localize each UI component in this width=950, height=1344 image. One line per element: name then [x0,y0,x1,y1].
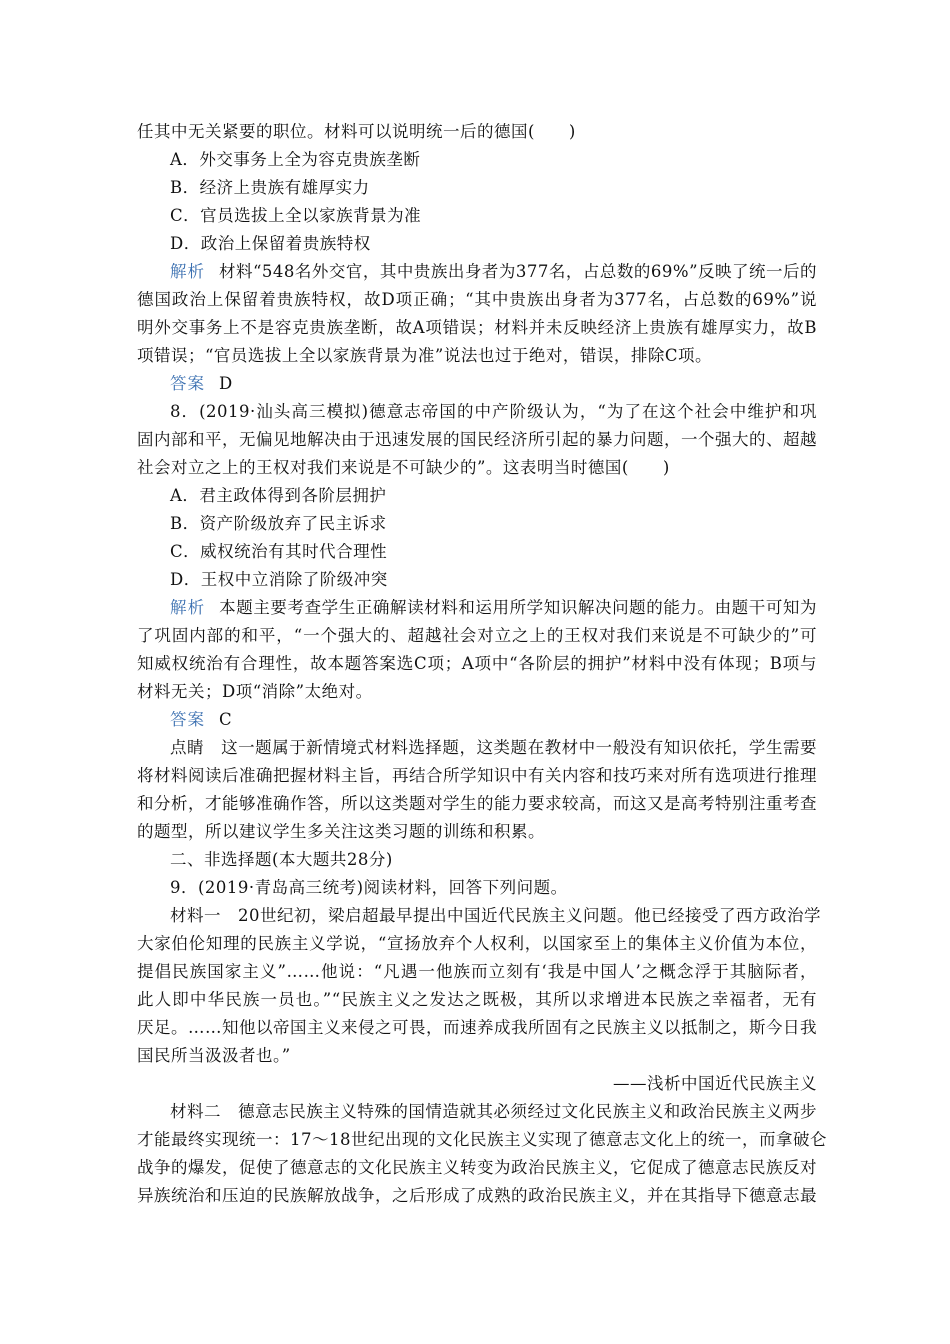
section-title: 二、非选择题(本大题共28分) [170,850,393,869]
q8-analysis-line-3: 知威权统治有合理性，故本题答案选C项；A项中“各阶层的拥护”材料中没有体现；B项与 [137,654,817,673]
material1-line-2: 大家伯伦知理的民族主义学说，“宣扬放弃个人权利，以国家至上的集体主义价值为本位， [137,934,817,953]
q8-tip-line-1: 点睛 这一题属于新情境式材料选择题，这类题在教材中一般没有知识依托，学生需要 [170,738,817,757]
material2-line-3: 战争的爆发，促使了德意志的文化民族主义转变为政治民族主义，它促成了德意志民族反对 [137,1158,817,1177]
q7-analysis-line-4: 项错误；“官员选拔上全以家族背景为准”说法也过于绝对，错误，排除C项。 [137,346,712,365]
q9-stem: 9．(2019·青岛高三统考)阅读材料，回答下列问题。 [170,878,568,897]
material2-line-1: 材料二 德意志民族主义特殊的国情造就其必须经过文化民族主义和政治民族主义两步 [170,1102,817,1121]
q8-analysis-line-4: 材料无关；D项“消除”太绝对。 [137,682,373,701]
material1-line-1: 材料一 20世纪初，梁启超最早提出中国近代民族主义问题。他已经接受了西方政治学 [170,906,821,925]
q7-option-a: A．外交事务上全为容克贵族垄断 [170,150,421,169]
q8-analysis-line-2: 了巩固内部的和平，“一个强大的、超越社会对立之上的王权对我们来说是不可缺少的”可 [137,626,817,645]
q7-option-c: C．官员选拔上全以家族背景为准 [170,206,422,225]
q7-analysis-line-2: 德国政治上保留着贵族特权，故D项正确；“其中贵族出身者为377名，占总数的69%”说 [137,290,817,309]
q8-answer [170,707,817,733]
q8-stem-line-2: 固内部和平，无偏见地解决由于迅速发展的国民经济所引起的暴力问题，一个强大的、超越 [137,430,817,449]
q8-tip-line-4: 的题型，所以建议学生多关注这类习题的训练和积累。 [137,822,545,841]
q7-answer-label: 答案 [170,374,205,393]
material1-source: ——浅析中国近代民族主义 [613,1074,817,1093]
q7-analysis-label: 解析 [170,262,205,281]
q8-option-a: A．君主政体得到各阶层拥护 [170,486,387,505]
q7-analysis-line-3: 明外交事务上不是容克贵族垄断，故A项错误；材料并未反映经济上贵族有雄厚实力，故B [137,318,817,337]
q8-option-d: D．王权中立消除了阶级冲突 [170,570,388,589]
material1-line-6: 国民所当汲汲者也。” [137,1046,291,1065]
material2-line-4: 异族统治和压迫的民族解放战争，之后形成了成熟的政治民族主义，并在其指导下德意志最 [137,1186,817,1205]
q7-stem-tail: 任其中无关紧要的职位。材料可以说明统一后的德国( ) [137,122,576,141]
material1-line-5: 厌足。……知他以帝国主义来侵之可畏，而速养成我所固有之民族主义以抵制之，斯今日我 [137,1018,817,1037]
q8-answer-label: 答案 [170,710,205,729]
q8-stem-line-1: 8．(2019·汕头高三模拟)德意志帝国的中产阶级认为，“为了在这个社会中维护和巩 [170,402,817,421]
material1-line-3: 提倡民族国家主义”……他说：“凡遇一他族而立刻有‘我是中国人’之概念浮于其脑际者， [137,962,817,981]
q8-tip-line-3: 和分析，才能够准确作答，所以这类题对学生的能力要求较高，而这又是高考特别注重考查 [137,794,817,813]
q8-stem-line-3: 社会对立之上的王权对我们来说是不可缺少的”。这表明当时德国( ) [137,458,670,477]
q8-option-c: C．威权统治有其时代合理性 [170,542,388,561]
material2-line-2: 才能最终实现统一：17～18世纪出现的文化民族主义实现了德意志文化上的统一，而拿破仑 [137,1130,827,1149]
q7-option-d: D．政治上保留着贵族特权 [170,234,371,253]
q8-option-b: B．资产阶级放弃了民主诉求 [170,514,387,533]
q7-analysis-line-1: 解析 材料“548名外交官，其中贵族出身者为377名，占总数的69%”反映了统一后的 [170,262,818,281]
q7-answer [170,371,817,397]
q8-analysis-label: 解析 [170,598,206,617]
q8-analysis-line-1: 解析 本题主要考查学生正确解读材料和运用所学知识解决问题的能力。由题干可知为 [170,598,818,617]
q8-tip-line-2: 将材料阅读后准确把握材料主旨，再结合所学知识中有关内容和技巧来对所有选项进行推理 [137,766,817,785]
q8-answer-value: C [219,710,233,729]
material1-line-4: 此人即中华民族一员也。”“民族主义之发达之既极，其所以求增进本民族之幸福者，无有 [137,990,817,1009]
q7-option-b: B．经济上贵族有雄厚实力 [170,178,370,197]
q7-answer-value: D [219,374,233,393]
